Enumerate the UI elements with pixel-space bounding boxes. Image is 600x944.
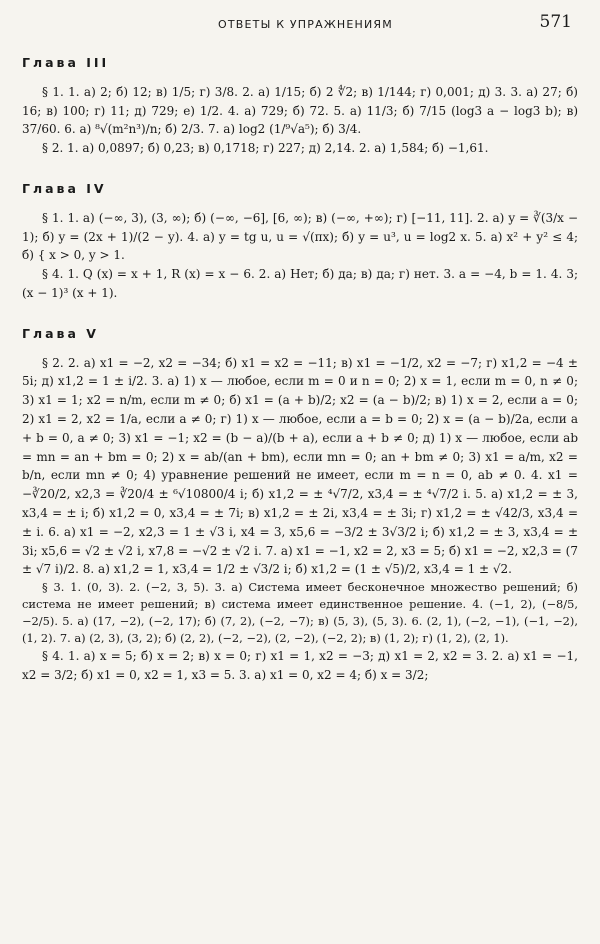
chapter-4-section-1: § 1. 1. а) (−∞, 3), (3, ∞); б) (−∞, −6], [6, ∞); в) (−∞, +∞); г) [−11, 11]. 2. а) y = ∛(3/x − 1); б) y = (2x + 1)/(2 − y). 4. а) y = tg u, u = √(πx); б) y = u³, u = log2 x. 5. а) x² + y² ≤ 4; б) { x > 0, y > 1. — [22, 210, 578, 263]
chapter-title-3: Глава III — [22, 55, 110, 70]
page-header — [0, 10, 600, 40]
chapter-4-section-4: § 4. 1. Q (x) = x + 1, R (x) = x − 6. 2. а) Нет; б) да; в) да; г) нет. 3. a = −4, b = 1. 4. 3; (x − 1)³ (x + 1). — [22, 267, 578, 300]
chapter-title-4: Глава IV — [22, 180, 107, 196]
page-number: 571 — [539, 12, 572, 32]
answers-text — [22, 46, 578, 685]
chapter-3-section-1: § 1. 1. а) 2; б) 12; в) 1/5; г) 3/8. 2. а) 1/15; б) 2 ∜2; в) 1/144; г) 0,001; д) 3. 3. а) 27; б) 16; в) 100; г) 11; д) 729; е) 1/2. 4. а) 729; б) 72. 5. а) 11/3; б) 7/15 (log3 a − log3 b); в) 37/60. 6. а) ⁸√(m²n³)/n; б) 2/3. 7. а) log2 (1/⁹√a⁵); б) 3/4. — [22, 84, 578, 137]
chapter-title-5: Глава V — [22, 325, 99, 341]
chapter-5-section-2: § 2. 2. а) x1 = −2, x2 = −34; б) x1 = x2 = −11; в) x1 = −1/2, x2 = −7; г) x1,2 = −4 ± 5i; д) x1,2 = 1 ± i/2. 3. а) 1) x — любое, если m = 0 и n = 0; 2) x = 1, если m = 0, n ≠ 0; 3) x1 = 1; x2 = n/m, если m ≠ 0; б) x1 = (a + b)/2; x2 = (a − b)/2; в) 1) x = 2, если a = 0; 2) x1 = 2, x2 = 1/a, если a ≠ 0; г) 1) x — любое, если a = b = 0; 2) x = (a − b)/2a, если a + b = 0, a ≠ 0; 3) x1 = −1; x2 = (b − a)/(b + a), если a + b ≠ 0; д) 1) x — любое, если ab = mn = an + bm = 0; 2) x = ab/(an + bm), если mn = 0; an + bm ≠ 0; 3) x1 = a/m, x2 = b/n, если mn ≠ 0; 4) уравнение решений не имеет, если m = n = 0, ab ≠ 0. 4. x1 = −∛20/2, x2,3 = ∛20/4 ± ⁶√10800/4 i; б) x1,2 = ± ⁴√7/2, x3,4 = ± ⁴√7/2 i. 5. а) x1,2 = ± 3, x3,4 = ± i; б) x1,2 = 0, x3,4 = ± 7i; в) x1,2 = ± 2i, x3,4 = ± 3i; г) x1,2 = ± √42/3, x3,4 = ± i. 6. а) x1 = −2, x2,3 = 1 ± √3 i, x4 = 3, x5,6 = −3/2 ± 3√3/2 i; б) x1,2 = ± 3, x3,4 = ± 3i; x5,6 = √2 ± √2 i, x7,8 = −√2 ± √2 i. 7. а) x1 = −1, x2 = 2, x3 = 5; б) x1 = −2, x2,3 = (7 ± √7 i)/2. 8. а) x1,2 = 1, x3,4 = 1/2 ± √3/2 i; б) x1,2 = (1 ± √5)/2, x3,4 = 1 ± √2. — [22, 355, 578, 577]
chapter-5-section-3: § 3. 1. (0, 3). 2. (−2, 3, 5). 3. а) Система имеет бесконечное множество решений; б) система не имеет решений; в) система имеет единственное решение. 4. (−1, 2), (−8/5, −2/5). 5. а) (17, −2), (−2, 17); б) (7, 2), (−2, −7); в) (5, 3), (5, 3). 6. (2, 1), (−2, −1), (−1, −2), (1, 2). 7. а) (2, 3), (3, 2); б) (2, 2), (−2, −2), (2, −2), (−2, 2); в) (1, 2); г) (1, 2), (2, 1). — [22, 580, 578, 646]
chapter-5-section-4: § 4. 1. а) x = 5; б) x = 2; в) x = 0; г) x1 = 1, x2 = −3; д) x1 = 2, x2 = 3. 2. а) x1 = −1, x2 = 3/2; б) x1 = 0, x2 = 1, x3 = 5. 3. а) x1 = 0, x2 = 4; б) x = 3/2; — [22, 649, 578, 682]
chapter-3-section-2: § 2. 1. а) 0,0897; б) 0,23; в) 0,1718; г) 227; д) 2,14. 2. а) 1,584; б) −1,61. — [42, 141, 489, 156]
running-head: ОТВЕТЫ К УПРАЖНЕНИЯМ — [218, 18, 393, 31]
